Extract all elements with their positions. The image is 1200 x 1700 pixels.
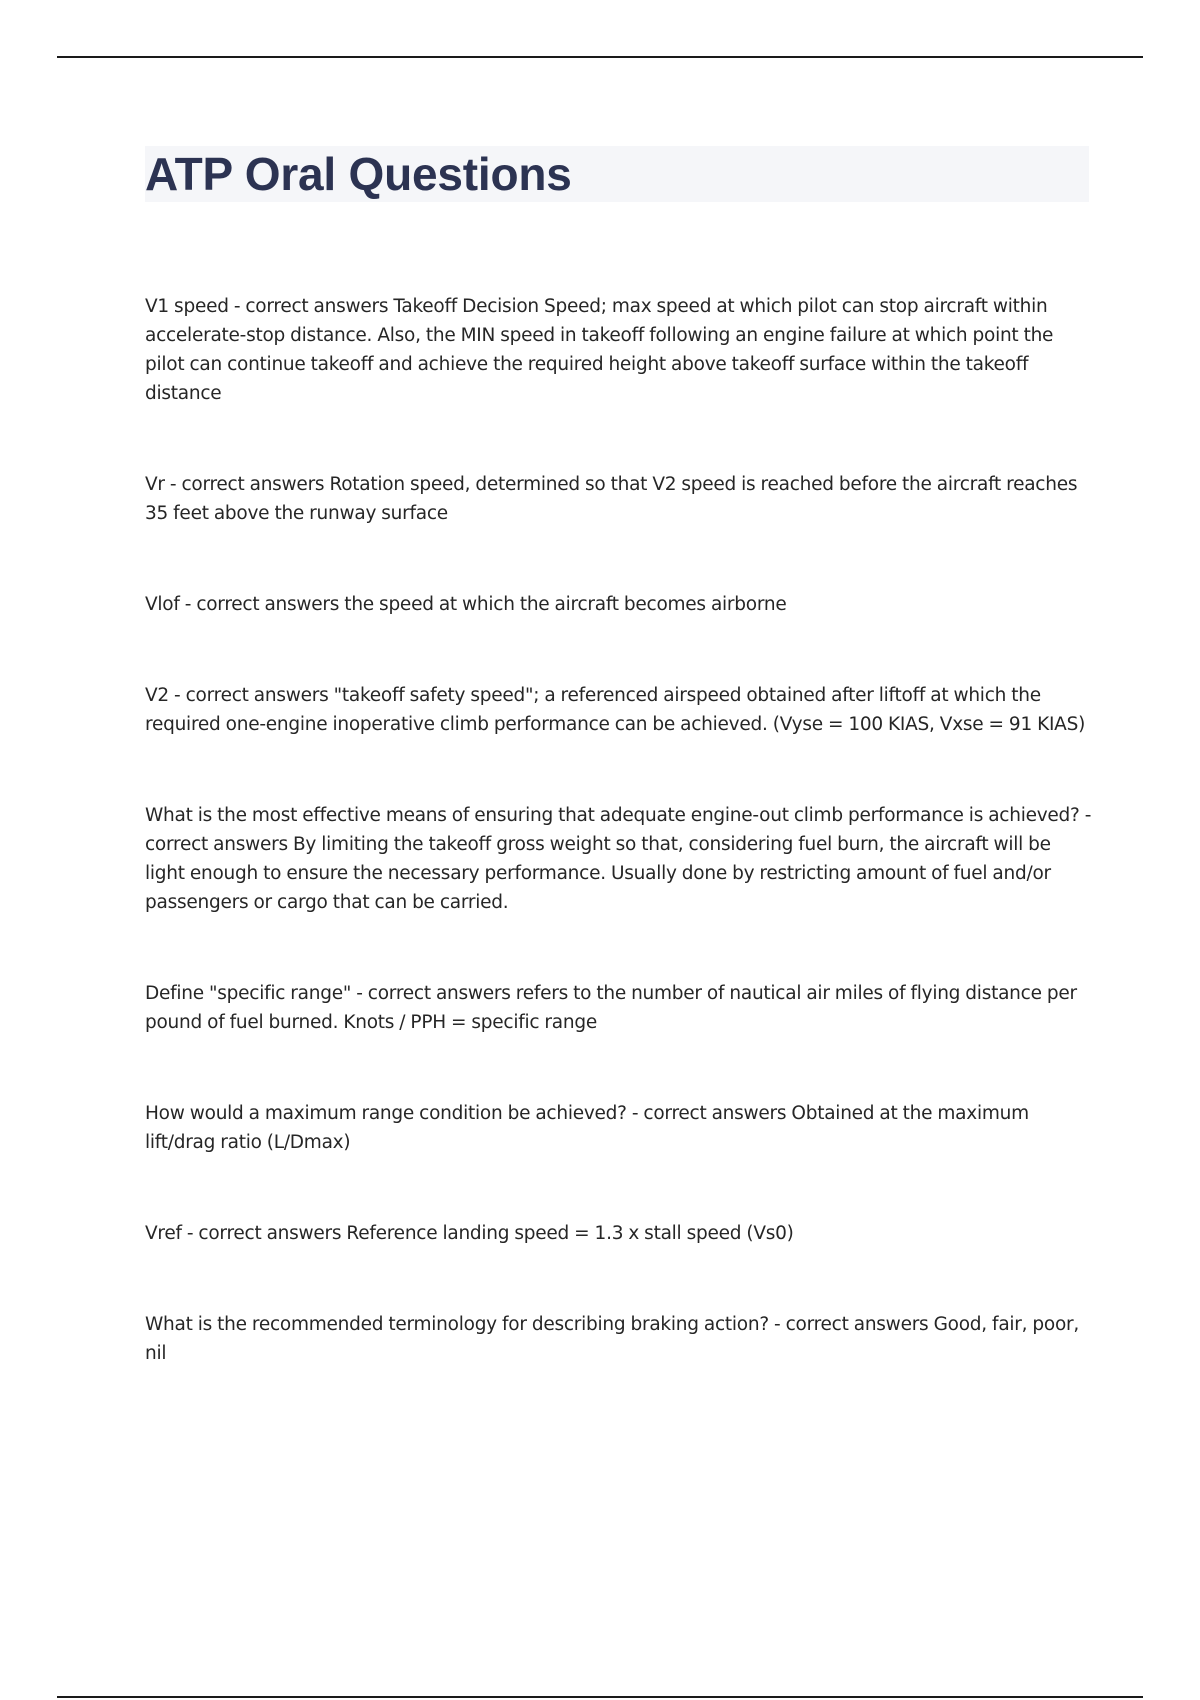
qa-item-vref: Vref - correct answers Reference landing speed = 1.3 x stall speed (Vs0) [145,1223,794,1244]
bottom-rule [57,1696,1143,1698]
top-rule [57,56,1143,58]
page-title: ATP Oral Questions [145,148,572,200]
qa-item-specific-range: Define "specific range" - correct answers refers to the number of nautical air miles of flying distance per pound of fuel burned. Knots / PPH = specific range [145,983,1077,1033]
qa-item-braking-action: What is the recommended terminology for describing braking action? - correct answers Good, fair, poor, nil [145,1314,1080,1364]
qa-item-vr: Vr - correct answers Rotation speed, determined so that V2 speed is reached before the aircraft reaches 35 feet above the runway surface [145,474,1078,524]
qa-item-maximum-range: How would a maximum range condition be achieved? - correct answers Obtained at the maximum lift/drag ratio (L/Dmax) [145,1103,1029,1153]
qa-item-engine-out-climb: What is the most effective means of ensuring that adequate engine-out climb performance is achieved? - correct answers By limiting the takeoff gross weight so that, considering fuel burn, the aircraft will be light enough to ensure the necessary performance. Usually done by restricting amount of fuel and/or passengers or cargo that can be carried. [145,805,1092,913]
qa-item-v1-speed: V1 speed - correct answers Takeoff Decision Speed; max speed at which pilot can stop aircraft within accelerate-stop distance. Also, the MIN speed in takeoff following an engine failure at which point the pilot can continue takeoff and achieve the required height above takeoff surface within the takeoff distance [145,296,1054,404]
qa-item-v2: V2 - correct answers "takeoff safety speed"; a referenced airspeed obtained after liftoff at which the required one-engine inoperative climb performance can be achieved. (Vyse = 100 KIAS, Vxse = 91 KIAS) [145,685,1086,735]
qa-item-vlof: Vlof - correct answers the speed at which the aircraft becomes airborne [145,594,787,615]
qa-list [145,292,1095,1430]
